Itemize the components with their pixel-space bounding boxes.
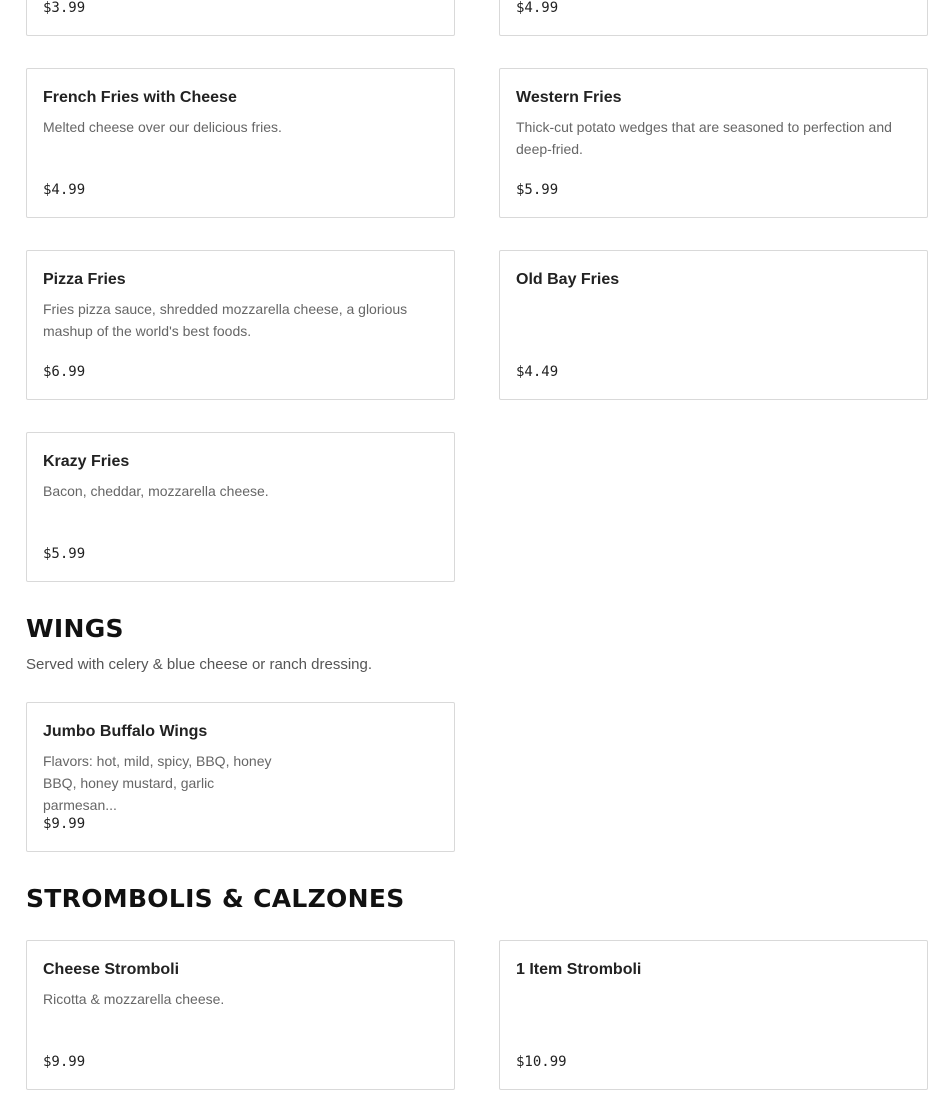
menu-item-name: Western Fries	[516, 89, 622, 106]
section-title-strombolis: STROMBOLIS & CALZONES	[26, 884, 405, 913]
section-title-wings: WINGS	[26, 614, 124, 643]
menu-item-description: Ricotta & mozzarella cheese.	[43, 991, 225, 1007]
menu-item-price: $9.99	[43, 1054, 86, 1070]
menu-item-price: $4.99	[43, 182, 86, 198]
section-subtitle-wings: Served with celery & blue cheese or ranch dressing.	[26, 656, 373, 673]
menu-item-name: Old Bay Fries	[516, 271, 620, 288]
menu-item-card[interactable]	[26, 250, 455, 400]
menu-item-name: Krazy Fries	[43, 453, 130, 470]
menu-item-card[interactable]	[499, 250, 928, 400]
menu-item-description: Thick-cut potato wedges that are seasoned to perfection and deep-fried.	[516, 119, 892, 157]
menu-item-price: $4.99	[516, 0, 559, 16]
menu-item-card[interactable]	[26, 432, 455, 582]
menu-item-name: Cheese Stromboli	[43, 961, 180, 978]
menu-item-card[interactable]	[26, 68, 455, 218]
menu-item-description: Bacon, cheddar, mozzarella cheese.	[43, 483, 269, 499]
menu-item-card[interactable]	[26, 940, 455, 1090]
menu-item-price: $3.99	[43, 0, 86, 16]
menu-item-price: $4.49	[516, 364, 559, 380]
menu-item-description: Fries pizza sauce, shredded mozzarella cheese, a glorious mashup of the world's best foods.	[43, 301, 408, 339]
menu-item-price: $9.99	[43, 816, 86, 832]
menu-item-card[interactable]	[499, 0, 928, 36]
menu-item-name: 1 Item Stromboli	[516, 961, 642, 978]
menu-item-name: Pizza Fries	[43, 271, 126, 288]
menu-item-price: $6.99	[43, 364, 86, 380]
menu-item-name: Jumbo Buffalo Wings	[43, 723, 208, 740]
menu-item-card[interactable]	[499, 940, 928, 1090]
menu-item-description: Flavors: hot, mild, spicy, BBQ, honey BBQ, honey mustard, garlic parmesan...	[43, 753, 272, 813]
menu-item-price: $5.99	[43, 546, 86, 562]
menu-item-description: Melted cheese over our delicious fries.	[43, 119, 282, 135]
menu-item-price: $10.99	[516, 1054, 567, 1070]
menu-item-name: French Fries with Cheese	[43, 89, 237, 106]
menu-item-price: $5.99	[516, 182, 559, 198]
menu-item-card[interactable]	[26, 0, 455, 36]
menu-item-card[interactable]	[26, 702, 455, 852]
menu-item-card[interactable]	[499, 68, 928, 218]
